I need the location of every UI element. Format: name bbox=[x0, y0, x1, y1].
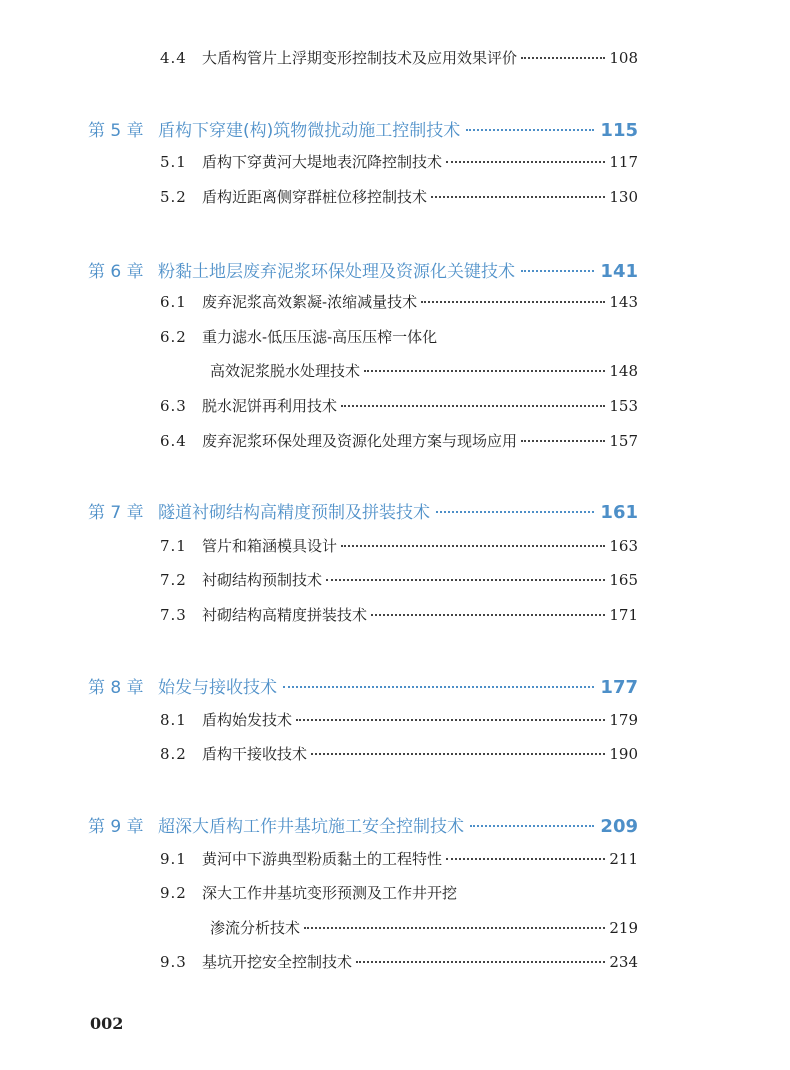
chapter-entry[interactable] bbox=[88, 673, 638, 698]
chapter-title: 超深大盾构工作井基坑施工安全控制技术 bbox=[158, 817, 464, 837]
chapter-title: 始发与接收技术 bbox=[158, 678, 277, 698]
dot-leader bbox=[364, 370, 605, 372]
chapter-number: 第 7 章 bbox=[88, 503, 144, 523]
chapter-title: 粉黏土地层废弃泥浆环保处理及资源化关键技术 bbox=[158, 262, 515, 282]
dot-leader bbox=[304, 927, 605, 929]
section-title: 衬砌结构预制技术 bbox=[202, 571, 323, 589]
chapter-entry[interactable] bbox=[88, 257, 638, 282]
page-ref: 130 bbox=[609, 188, 638, 206]
page-ref: 148 bbox=[609, 362, 638, 380]
chapter-title: 盾构下穿建(构)筑物微扰动施工控制技术 bbox=[158, 121, 461, 141]
page-ref: 177 bbox=[600, 677, 638, 698]
section-entry[interactable] bbox=[160, 569, 638, 590]
section-number: 6.4 bbox=[160, 432, 187, 450]
dot-leader bbox=[296, 719, 605, 721]
section-title: 废弃泥浆环保处理及资源化处理方案与现场应用 bbox=[202, 432, 518, 450]
section-number: 4.4 bbox=[160, 49, 187, 67]
page-number: 002 bbox=[90, 1014, 124, 1033]
chapter-number: 第 6 章 bbox=[88, 262, 144, 282]
section-entry[interactable] bbox=[160, 186, 638, 207]
dot-leader bbox=[311, 753, 605, 755]
section-title: 废弃泥浆高效絮凝-浓缩减量技术 bbox=[202, 293, 418, 311]
dot-leader bbox=[521, 270, 594, 272]
page-ref: 141 bbox=[600, 261, 638, 282]
dot-leader bbox=[371, 614, 605, 616]
section-title: 管片和箱涵模具设计 bbox=[202, 537, 338, 555]
dot-leader bbox=[341, 545, 605, 547]
section-entry[interactable] bbox=[160, 395, 638, 416]
section-entry[interactable] bbox=[160, 47, 638, 68]
section-entry[interactable] bbox=[160, 743, 638, 764]
section-entry[interactable] bbox=[160, 430, 638, 451]
chapter-number: 第 8 章 bbox=[88, 678, 144, 698]
section-entry[interactable] bbox=[160, 848, 638, 869]
chapter-number: 第 5 章 bbox=[88, 121, 144, 141]
page-ref: 171 bbox=[609, 606, 638, 624]
dot-leader bbox=[326, 579, 605, 581]
section-entry[interactable] bbox=[204, 917, 638, 938]
section-number: 8.2 bbox=[160, 745, 187, 763]
page-ref: 153 bbox=[609, 397, 638, 415]
section-number: 7.3 bbox=[160, 606, 187, 624]
chapter-entry[interactable] bbox=[88, 116, 638, 141]
section-title: 渗流分析技术 bbox=[210, 919, 301, 937]
section-entry[interactable] bbox=[160, 882, 638, 903]
dot-leader bbox=[466, 129, 594, 131]
section-title: 盾构下穿黄河大堤地表沉降控制技术 bbox=[202, 153, 443, 171]
section-entry[interactable] bbox=[204, 360, 638, 381]
section-title: 黄河中下游典型粉质黏土的工程特性 bbox=[202, 850, 443, 868]
page-ref: 163 bbox=[609, 537, 638, 555]
page-ref: 234 bbox=[609, 953, 638, 971]
section-title: 脱水泥饼再利用技术 bbox=[202, 397, 338, 415]
section-number: 8.1 bbox=[160, 711, 187, 729]
dot-leader bbox=[521, 57, 605, 59]
section-title: 高效泥浆脱水处理技术 bbox=[210, 362, 361, 380]
section-title: 大盾构管片上浮期变形控制技术及应用效果评价 bbox=[202, 49, 518, 67]
dot-leader bbox=[356, 961, 605, 963]
dot-leader bbox=[431, 196, 605, 198]
section-number: 7.2 bbox=[160, 571, 187, 589]
section-title: 衬砌结构高精度拼装技术 bbox=[202, 606, 368, 624]
page-ref: 157 bbox=[609, 432, 638, 450]
section-number: 7.1 bbox=[160, 537, 187, 555]
section-entry[interactable] bbox=[160, 151, 638, 172]
section-title: 重力滤水-低压压滤-高压压榨一体化 bbox=[202, 328, 438, 346]
section-number: 5.2 bbox=[160, 188, 187, 206]
section-title: 基坑开挖安全控制技术 bbox=[202, 953, 353, 971]
page-ref: 165 bbox=[609, 571, 638, 589]
dot-leader bbox=[470, 825, 594, 827]
page-ref: 143 bbox=[609, 293, 638, 311]
chapter-title: 隧道衬砌结构高精度预制及拼装技术 bbox=[158, 503, 430, 523]
page-ref: 179 bbox=[609, 711, 638, 729]
section-entry[interactable] bbox=[160, 604, 638, 625]
chapter-number: 第 9 章 bbox=[88, 817, 144, 837]
section-number: 6.3 bbox=[160, 397, 187, 415]
section-entry[interactable] bbox=[160, 951, 638, 972]
page-ref: 108 bbox=[609, 49, 638, 67]
page-ref: 209 bbox=[600, 816, 638, 837]
dot-leader bbox=[421, 301, 605, 303]
section-number: 9.1 bbox=[160, 850, 187, 868]
page-ref: 211 bbox=[609, 850, 638, 868]
chapter-entry[interactable] bbox=[88, 812, 638, 837]
section-number: 9.2 bbox=[160, 884, 187, 902]
section-number: 6.2 bbox=[160, 328, 187, 346]
section-entry[interactable] bbox=[160, 535, 638, 556]
section-title: 盾构干接收技术 bbox=[202, 745, 308, 763]
dot-leader bbox=[341, 405, 605, 407]
dot-leader bbox=[521, 440, 605, 442]
section-title: 深大工作井基坑变形预测及工作井开挖 bbox=[202, 884, 458, 902]
dot-leader bbox=[446, 161, 605, 163]
chapter-entry[interactable] bbox=[88, 498, 638, 523]
page-ref: 161 bbox=[600, 502, 638, 523]
page-ref: 117 bbox=[609, 153, 638, 171]
section-entry[interactable] bbox=[160, 326, 638, 347]
section-entry[interactable] bbox=[160, 709, 638, 730]
dot-leader bbox=[283, 686, 594, 688]
dot-leader bbox=[446, 858, 605, 860]
page-ref: 115 bbox=[600, 120, 638, 141]
section-number: 5.1 bbox=[160, 153, 187, 171]
section-title: 盾构近距离侧穿群桩位移控制技术 bbox=[202, 188, 428, 206]
page-ref: 190 bbox=[609, 745, 638, 763]
section-entry[interactable] bbox=[160, 291, 638, 312]
dot-leader bbox=[436, 511, 594, 513]
section-number: 6.1 bbox=[160, 293, 187, 311]
section-title: 盾构始发技术 bbox=[202, 711, 293, 729]
page-ref: 219 bbox=[609, 919, 638, 937]
section-number: 9.3 bbox=[160, 953, 187, 971]
